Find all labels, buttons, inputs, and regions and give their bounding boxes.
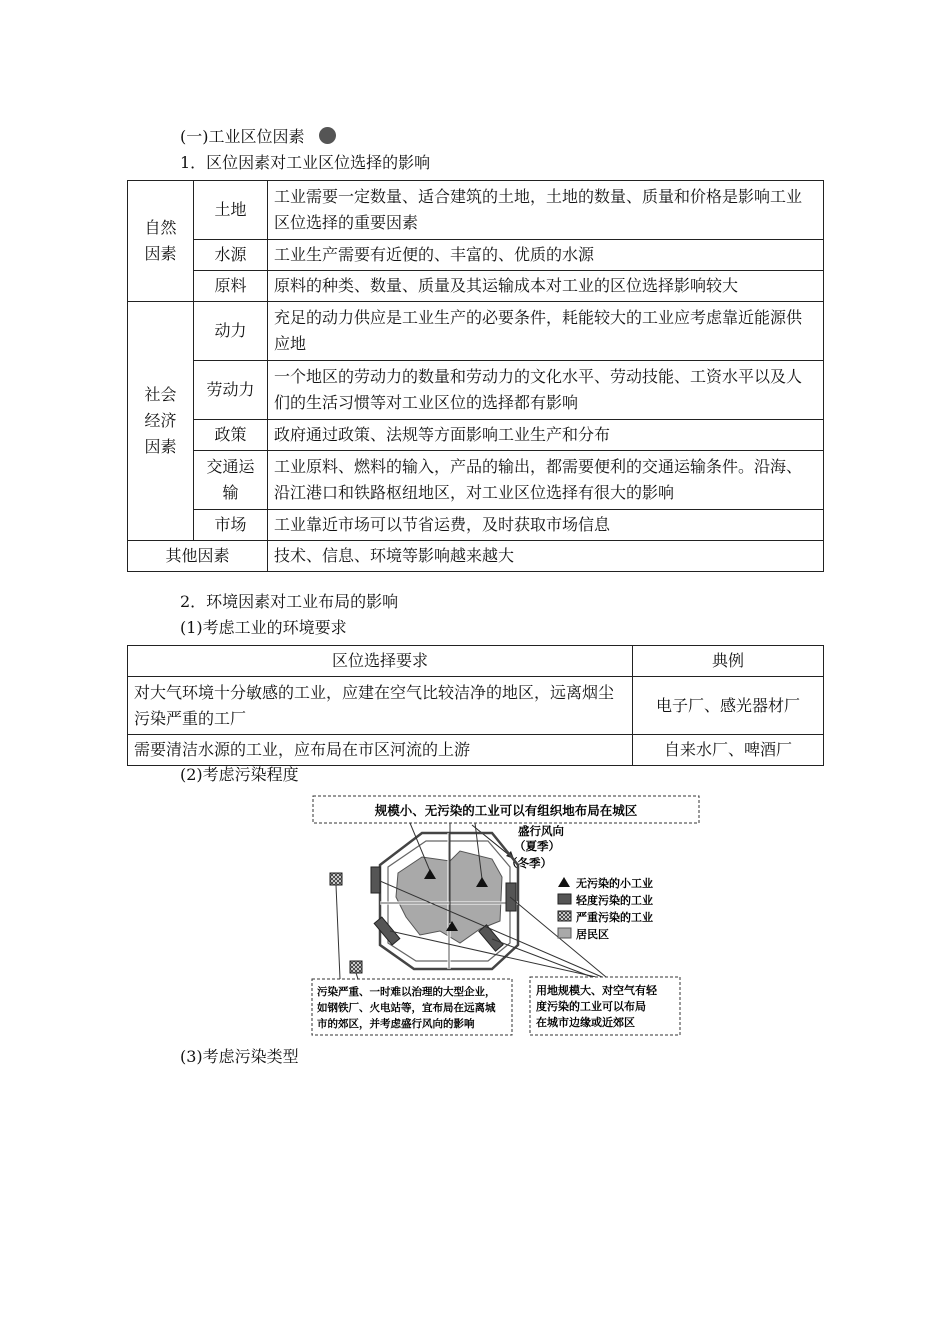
right-note-line: 在城市边缘或近郊区 — [536, 1016, 635, 1029]
environment-table — [127, 645, 824, 766]
light-pollution-industry-icon — [371, 867, 380, 893]
item-1: (1)考虑工业的环境要求 — [180, 618, 347, 637]
section-heading-text: (一)工业区位因素 — [180, 127, 305, 146]
top-note-text: 规模小、无污染的工业可以有组织地布局在城区 — [374, 803, 638, 818]
legend-heavy-pollution: 严重污染的工业 — [576, 911, 653, 924]
req-cell: 对大气环境十分敏感的工业，应建在空气比较洁净的地区，远离烟尘污染严重的工厂 — [128, 677, 633, 735]
subheading-1: 1．区位因素对工业区位选择的影响 — [180, 153, 431, 172]
desc-cell: 工业需要一定数量、适合建筑的土地，土地的数量、质量和价格是影响工业区位选择的重要因素 — [268, 181, 824, 240]
heavy-pollution-industry-icon — [350, 961, 362, 973]
desc-cell: 工业靠近市场可以节省运费，及时获取市场信息 — [268, 510, 824, 541]
legend-light-pollution: 轻度污染的工业 — [576, 894, 653, 907]
desc-cell: 工业原料、燃料的输入，产品的输出，都需要便利的交通运输条件。沿海、沿江港口和铁路枢纽地区，对工业区位选择有很大的影响 — [268, 451, 824, 510]
pointer-line — [356, 973, 358, 979]
factor-cell: 原料 — [194, 271, 268, 302]
subheading-2: 2．环境因素对工业布局的影响 — [180, 592, 399, 611]
legend-residential: 居民区 — [576, 928, 609, 941]
wind-winter: （冬季） — [506, 856, 552, 870]
left-note-line: 污染严重、一时难以治理的大型企业， — [317, 986, 496, 998]
factor-cell: 劳动力 — [194, 361, 268, 420]
pointer-line — [492, 939, 592, 977]
factor-cell: 市场 — [194, 510, 268, 541]
pollution-layout-diagram — [310, 793, 700, 1045]
desc-cell: 原料的种类、数量、质量及其运输成本对工业的区位选择影响较大 — [268, 271, 824, 302]
legend-light-icon — [558, 894, 571, 904]
light-pollution-industry-icon — [506, 883, 516, 911]
factor-cell: 土地 — [194, 181, 268, 240]
group-nature: 自然 因素 — [128, 181, 194, 302]
item-3: (3)考虑污染类型 — [180, 1047, 299, 1066]
legend-residential-icon — [558, 928, 571, 938]
header-example: 典例 — [633, 646, 824, 677]
desc-cell: 一个地区的劳动力的数量和劳动力的文化水平、劳动技能、工资水平以及人们的生活习惯等对工业区位的选择都有影响 — [268, 361, 824, 420]
desc-cell: 技术、信息、环境等影响越来越大 — [268, 541, 824, 572]
legend-heavy-icon — [558, 911, 571, 921]
wind-summer: （夏季） — [514, 839, 560, 853]
left-note-line: 市的郊区，并考虑盛行风向的影响 — [317, 1018, 475, 1030]
wind-label: 盛行风向 — [518, 824, 564, 838]
desc-cell: 充足的动力供应是工业生产的必要条件，耗能较大的工业应考虑靠近能源供应地 — [268, 302, 824, 361]
factor-cell: 动力 — [194, 302, 268, 361]
factor-cell: 交通运输 — [194, 451, 268, 510]
factor-cell: 政策 — [194, 420, 268, 451]
left-note-line: 如钢铁厂、火电站等，宜布局在远离城 — [317, 1002, 496, 1014]
heavy-pollution-industry-icon — [330, 873, 342, 885]
example-cell: 自来水厂、啤酒厂 — [633, 735, 824, 766]
bullet-dot-icon — [319, 127, 336, 144]
pointer-line — [336, 885, 340, 979]
legend-triangle-icon — [558, 877, 570, 887]
group-social: 社会 经济 因素 — [128, 302, 194, 541]
header-req: 区位选择要求 — [128, 646, 633, 677]
other-factor-cell: 其他因素 — [128, 541, 268, 572]
desc-cell: 政府通过政策、法规等方面影响工业生产和分布 — [268, 420, 824, 451]
example-cell: 电子厂、感光器材厂 — [633, 677, 824, 735]
factor-cell: 水源 — [194, 240, 268, 271]
desc-cell: 工业生产需要有近便的、丰富的、优质的水源 — [268, 240, 824, 271]
right-note-line: 用地规模大、对空气有轻 — [536, 984, 657, 997]
right-note-line: 度污染的工业可以布局 — [536, 1000, 646, 1013]
legend-no-pollution: 无污染的小工业 — [576, 877, 653, 890]
item-2: (2)考虑污染程度 — [180, 765, 299, 784]
location-factors-table — [127, 180, 824, 572]
light-pollution-industry-icon — [374, 917, 400, 945]
req-cell: 需要清洁水源的工业，应布局在市区河流的上游 — [128, 735, 633, 766]
section-heading — [180, 127, 336, 147]
